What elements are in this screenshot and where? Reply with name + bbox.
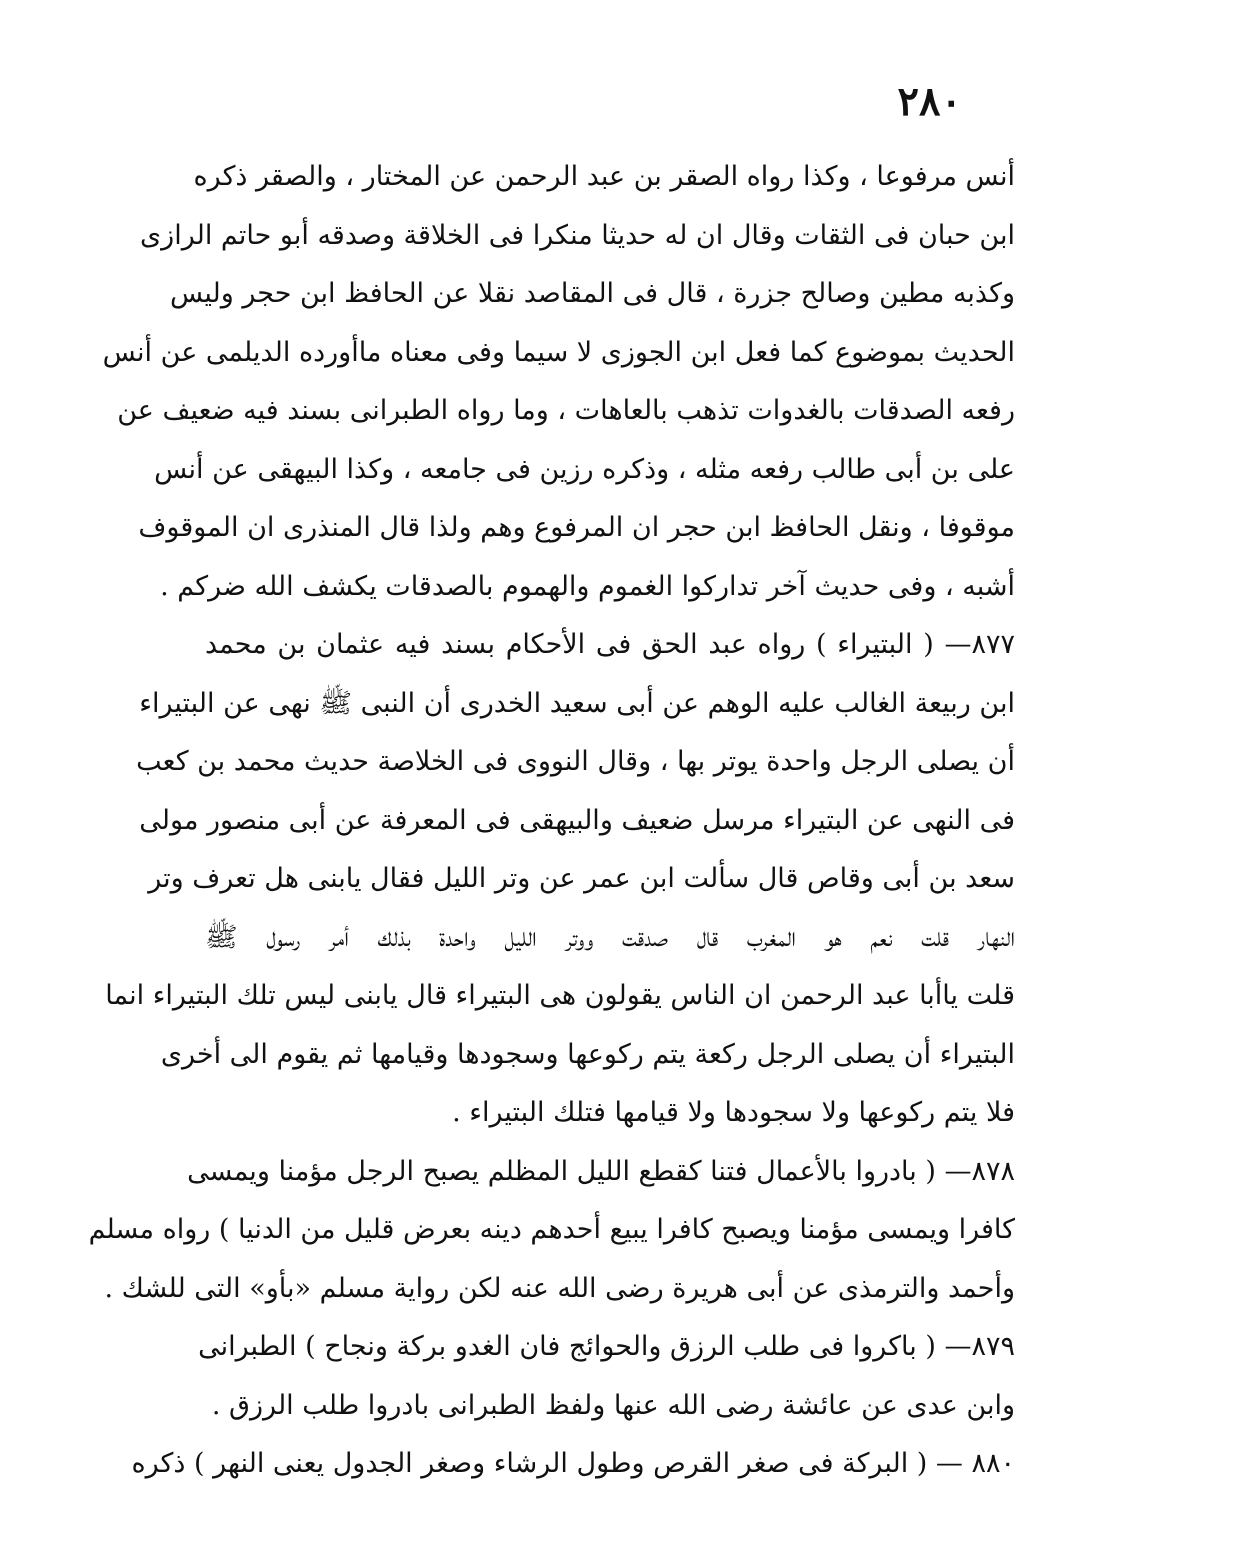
text-line: قلت ياأبا عبد الرحمن ان الناس يقولون هى البتيراء قال يابنى ليس تلك البتيراء انما	[105, 980, 1015, 1011]
paragraph-end-line: وابن عدى عن عائشة رضى الله عنها ولفظ الطبرانى بادروا طلب الرزق .	[211, 1389, 1015, 1421]
page-number: ٢٨٠	[897, 78, 962, 125]
text-line: وكذبه مطين وصالح جزرة ، قال فى المقاصد نقلا عن الحافظ ابن حجر وليس	[169, 278, 1015, 309]
text-line: ابن حبان فى الثقات وقال ان له حديثا منكرا فى الخلاقة وصدقه أبو حاتم الرازى	[140, 219, 1015, 251]
text-line: أنس مرفوعا ، وكذا رواه الصقر بن عبد الرحمن عن المختار ، والصقر ذكره	[193, 161, 1015, 192]
paragraph-end-line: وأحمد والترمذى عن أبى هريرة رضى الله عنه لكن رواية مسلم «بأو» التى للشك .	[104, 1272, 1015, 1304]
text-line: البتيراء أن يصلى الرجل ركعة يتم ركوعها وسجودها وقيامها ثم يقوم الى أخرى	[160, 1038, 1015, 1070]
text-line: سعد بن أبى وقاص قال سألت ابن عمر عن وتر الليل فقال يابنى هل تعرف وتر	[148, 863, 1015, 894]
text-line: رفعه الصدقات بالغدوات تذهب بالعاهات ، وما رواه الطبرانى بسند فيه ضعيف عن	[117, 395, 1015, 426]
text-line: على بن أبى طالب رفعه مثله ، وذكره رزين فى جامعه ، وكذا البيهقى عن أنس	[154, 453, 1015, 485]
paragraph-end-line: أشبه ، وفى حديث آخر تداركوا الغموم والهموم بالصدقات يكشف الله ضركم .	[160, 570, 1015, 602]
text-line: ابن ربيعة الغالب عليه الوهم عن أبى سعيد الخدرى أن النبى ﷺ نهى عن البتيراء	[139, 687, 1015, 719]
entry-878-start: ٨٧٨— ( بادروا بالأعمال فتنا كقطع الليل المظلم يصبح الرجل مؤمنا ويمسى	[187, 1155, 1015, 1187]
text-line: الحديث بموضوع كما فعل ابن الجوزى لا سيما وفى معناه ماأورده الديلمى عن أنس	[102, 336, 1015, 368]
entry-877-start: ٨٧٧— ( البتيراء ) رواه عبد الحق فى الأحكام بسند فيه عثمان بن محمد	[205, 629, 1016, 660]
text-line: فى النهى عن البتيراء مرسل ضعيف والبيهقى فى المعرفة عن أبى منصور مولى	[139, 804, 1015, 836]
page-body	[88, 148, 1016, 1494]
text-line: موقوفا ، ونقل الحافظ ابن حجر ان المرفوع وهم ولذا قال المنذرى ان الموقوف	[138, 512, 1015, 543]
paragraph-end-line: فلا يتم ركوعها ولا سجودها ولا قيامها فتلك البتيراء .	[452, 1097, 1015, 1128]
entry-880-start: ٨٨٠ — ( البركة فى صغر القرص وطول الرشاء وصغر الجدول يعنى النهر ) ذكره	[131, 1448, 1015, 1479]
text-line: أن يصلى الرجل واحدة يوتر بها ، وقال النووى فى الخلاصة حديث محمد بن كعب	[136, 746, 1015, 777]
text-line: النهار قلت نعم هو المغرب قال صدقت ووتر الليل واحدة بذلك أمر رسول ﷺ	[205, 921, 1015, 953]
entry-879-start: ٨٧٩— ( باكروا فى طلب الرزق والحوائج فان الغدو بركة ونجاح ) الطبرانى	[198, 1331, 1015, 1362]
text-line: كافرا ويمسى مؤمنا ويصبح كافرا يبيع أحدهم دينه بعرض قليل من الدنيا ) رواه مسلم	[88, 1214, 1015, 1245]
